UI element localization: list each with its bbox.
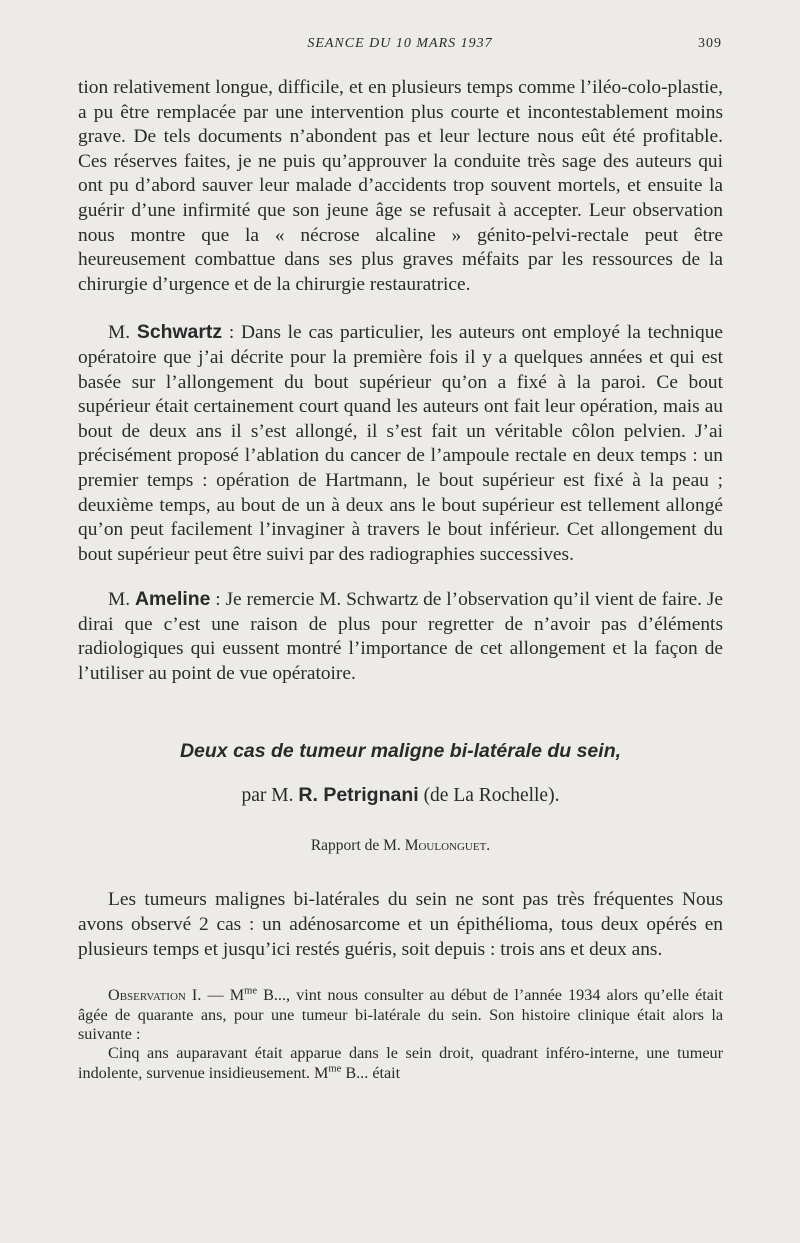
observation-continuation <box>78 1044 723 1083</box>
speaker-prefix: M. <box>108 322 137 344</box>
running-header <box>78 36 722 56</box>
running-title: SEANCE DU 10 MARS 1937 <box>307 36 493 51</box>
article-intro: Les tumeurs malignes bi-latérales du sein ne sont pas très fréquentes Nous avons observé 2 cas : un adénosarcome et un épithélioma, tous deux opérés en plusieurs temps et jusqu’ici restés guéris, soit depuis : trois ans et deux ans. <box>78 889 723 960</box>
speaker-name-schwartz: Schwartz <box>136 321 223 344</box>
observation-paragraph <box>78 986 723 1044</box>
article-title: Deux cas de tumeur maligne bi-latérale du sein, <box>179 739 622 762</box>
observation-label: Observation I. <box>108 986 202 1005</box>
speaker-remarks: : Dans le cas particulier, les auteurs ont employé la technique opératoire que j’ai décrite pour la première fois il y a quelques années et qui est basée sur l’allongement du bout supérieur qu’on a fixé à la paroi. Ce bout supérieur était certainement court quand les auteurs ont fait leur opération, mais au bout de deux ans il s’est allongé, il s’est fait un véritable côlon pelvien. J’ai précisément proposé l’ablation du cancer de l’ampoule rectale en deux temps : un premier temps : opération de Hartmann, le bout supérieur est fixé à la peau ; deuxième temps, au bout de un à deux ans le bout supérieur est tellement allongé qu’on peut facilement l’invaginer à travers le bout inférieur. Cet allongement du bout supérieur peut être suivi par des radiographies successives. <box>78 322 723 565</box>
speaker-prefix: M. <box>108 589 135 611</box>
article-byline <box>78 783 723 809</box>
paragraph-continuation: tion relativement longue, difficile, et en plusieurs temps comme l’iléo-colo-plastie, a pu être remplacée par une intervention plus courte et incontestablement moins grave. De tels documents n’abondent pas et leur lecture nous eût été profitable. Ces réserves faites, je ne puis qu’approuver la conduite très sage des auteurs qui ont pu d’abord sauver leur malade d’accidents trop souvent mortels, et ensuite la guérir d’une infirmité que son jeune âge se refusait à accepter. Leur observation nous montre que la « nécrose alcaline » génito-pelvi-rectale peut être heureusement combattue dans ses plus graves méfaits par les ressources de la chirurgie d’urgence et de la chirurgie restauratrice. <box>78 77 723 295</box>
observation-sup: me <box>244 985 257 997</box>
paragraph-schwartz <box>78 320 723 567</box>
observation-tail: B... était <box>341 1063 401 1082</box>
report-suffix: . <box>486 836 491 854</box>
byline-author: R. Petrignani <box>298 784 419 807</box>
report-line <box>78 834 723 859</box>
paragraph-ameline <box>78 587 723 686</box>
report-name: Moulonguet <box>404 836 487 854</box>
speaker-remarks: : Je remercie M. Schwartz de l’observation qu’il vient de faire. Je dirai que c’est une raison de plus pour regretter de n’avoir pas d’éléments radiologiques qui eussent montré l’importance de cet allongement et la façon de l’utiliser au point de vue opératoire. <box>78 589 724 685</box>
byline-suffix: (de La Rochelle). <box>418 785 560 807</box>
observation-text: B..., vint nous consulter au début de l’année 1934 alors qu’elle était âgée de quarante ans, pour une tumeur bi-latérale du sein. Son histoire clinique était alors la suivante : <box>78 986 723 1044</box>
speaker-name-ameline: Ameline <box>134 588 211 611</box>
observation-sup-2: me <box>328 1063 342 1075</box>
report-prefix: Rapport de M. <box>310 836 405 854</box>
byline-prefix: par M. <box>241 785 299 807</box>
page-number: 309 <box>698 36 722 51</box>
observation-dash: — M <box>201 986 245 1005</box>
body-text <box>78 76 723 1083</box>
observation-text-2: Cinq ans auparavant était apparue dans le sein droit, quadrant inféro-interne, une tumeur indolente, survenue insidieusement. M <box>78 1044 723 1082</box>
